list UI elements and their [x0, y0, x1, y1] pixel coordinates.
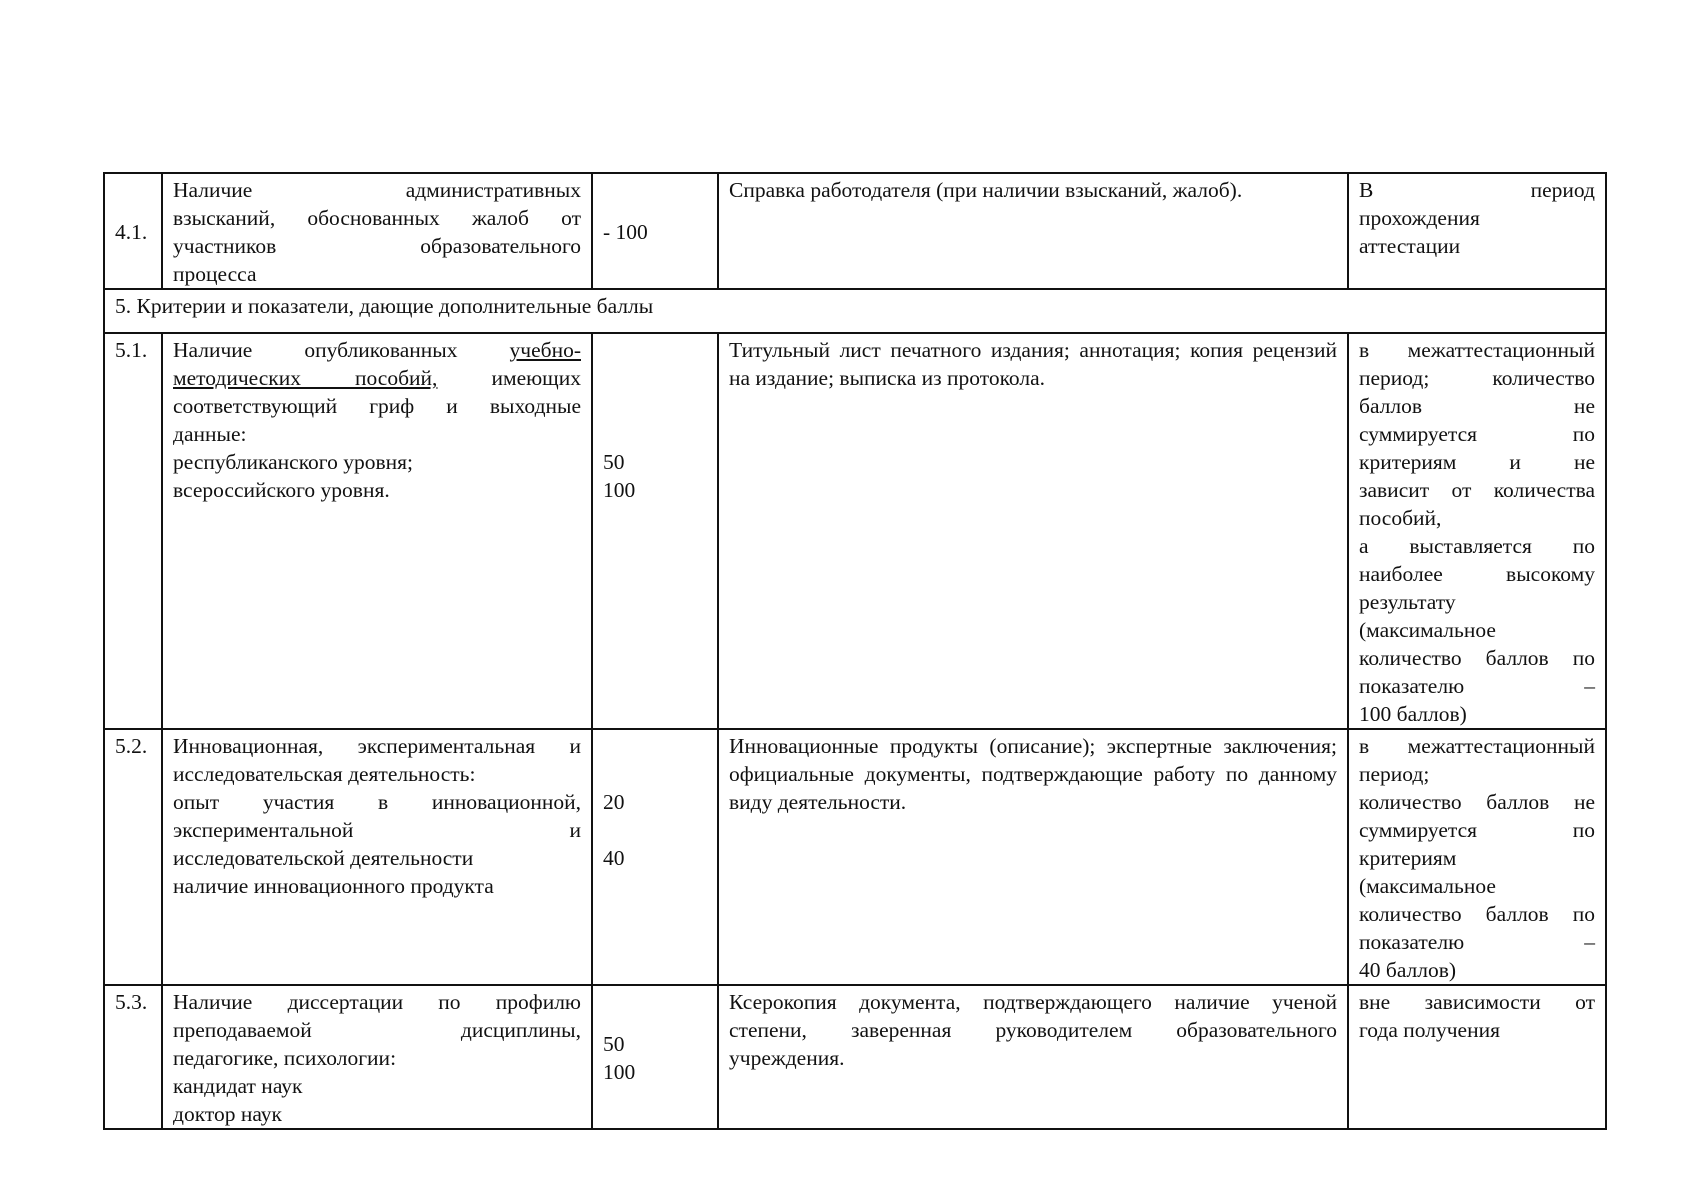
points-cell: 20 40 [592, 729, 718, 985]
criteria-document [103, 172, 1605, 1130]
table-row [104, 333, 1606, 729]
points-cell: - 100 [592, 173, 718, 289]
table-row [104, 173, 1606, 289]
table-row [104, 985, 1606, 1129]
row-number: 5.3. [104, 985, 162, 1129]
points-cell: 50 100 [592, 985, 718, 1129]
document-cell: Инновационные продукты (описание); экспертные заключения; официальные документы, подтверждающие работу по данному виду деятельности. [718, 729, 1348, 985]
note-cell: в межаттестационный период; количество баллов не суммируется по критериям (максимальное количество баллов по показателю – 40 баллов) [1348, 729, 1606, 985]
document-cell: Титульный лист печатного издания; аннотация; копия рецензий на издание; выписка из протокола. [718, 333, 1348, 729]
row-number: 5.1. [104, 333, 162, 729]
note-cell: в межаттестационный период; количество баллов не суммируется по критериям и не зависит от количества пособий, а выставляется по наиболее высокому результату (максимальное количество баллов по показателю – 100 баллов) [1348, 333, 1606, 729]
criterion-cell: Наличие опубликованных учебно- методических пособий, имеющих соответствующий гриф и выходные данные: республиканского уровня; всероссийского уровня. [162, 333, 592, 729]
criterion-cell: Наличие административных взысканий, обоснованных жалоб от участников образовательного процесса [162, 173, 592, 289]
table-row [104, 729, 1606, 985]
note-cell: вне зависимости от года получения [1348, 985, 1606, 1129]
document-cell: Ксерокопия документа, подтверждающего наличие ученой степени, заверенная руководителем образовательного учреждения. [718, 985, 1348, 1129]
section-title: 5. Критерии и показатели, дающие дополнительные баллы [104, 289, 1606, 333]
section-heading-row [104, 289, 1606, 333]
row-number: 5.2. [104, 729, 162, 985]
row-number: 4.1. [104, 173, 162, 289]
document-cell: Справка работодателя (при наличии взысканий, жалоб). [718, 173, 1348, 289]
points-cell: 50 100 [592, 333, 718, 729]
note-cell: В период прохождения аттестации [1348, 173, 1606, 289]
criterion-cell: Наличие диссертации по профилю преподаваемой дисциплины, педагогике, психологии: кандидат наук доктор наук [162, 985, 592, 1129]
criteria-table [103, 172, 1607, 1130]
criterion-cell: Инновационная, экспериментальная и исследовательская деятельность: опыт участия в инновационной, экспериментальной и исследовательской деятельности наличие инновационного продукта [162, 729, 592, 985]
